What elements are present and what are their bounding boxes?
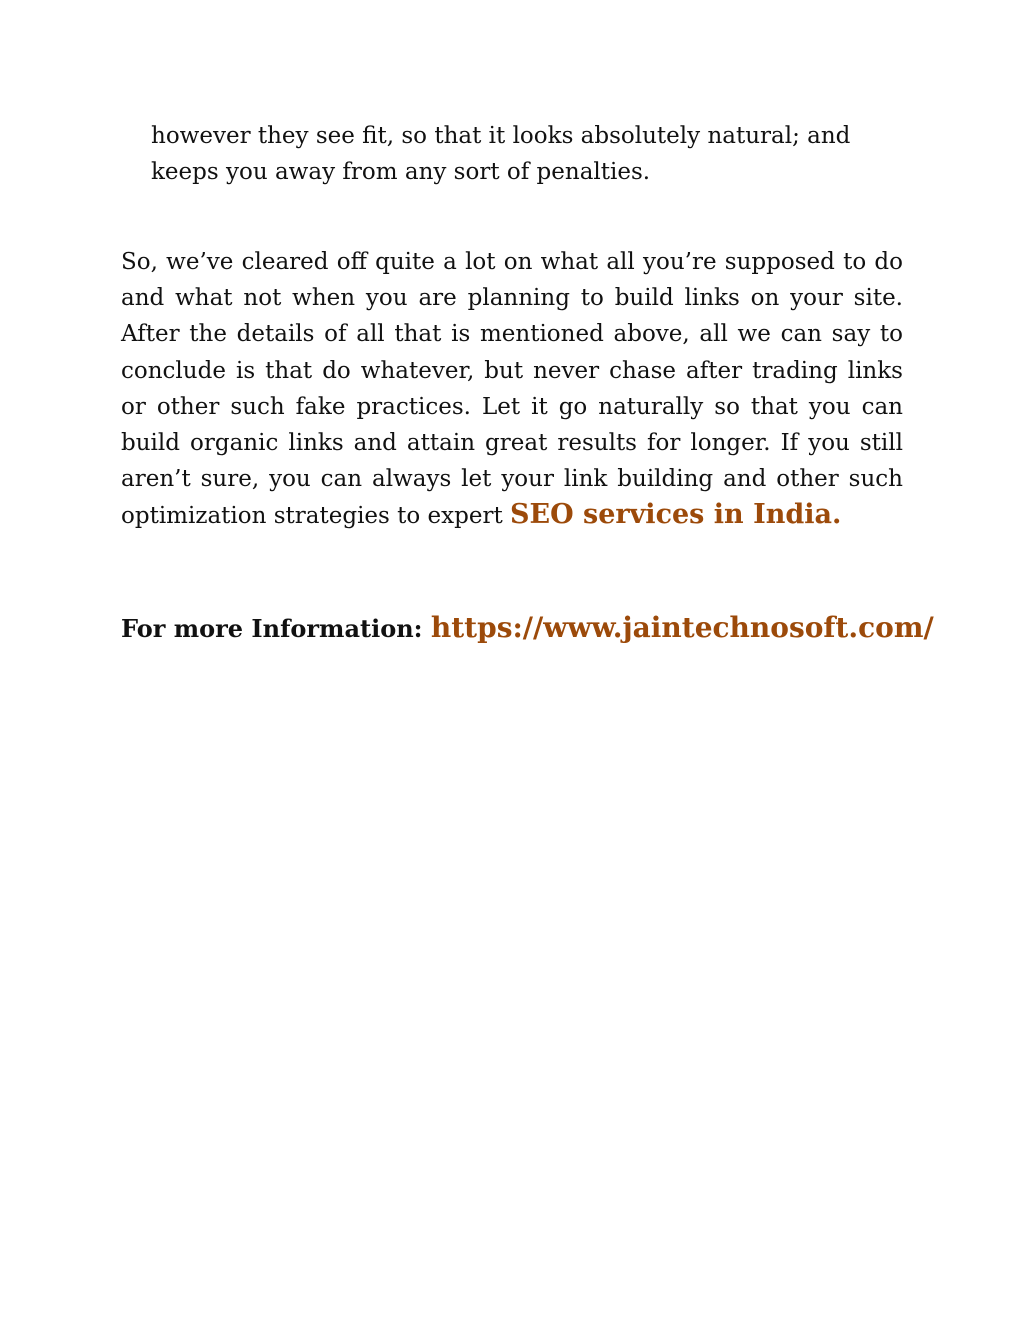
more-information-label: For more Information: xyxy=(121,614,431,643)
more-information-line xyxy=(121,608,934,649)
conclusion-paragraph-text: So, we’ve cleared off quite a lot on what all you’re supposed to do and what not when you are planning to build links on your site. After the details of all that is mentioned above, all we can say to conclude is that do whatever, but never chase after trading links or other such fake practices. Let it go naturally so that you can build organic links and attain great results for longer. If you still aren’t sure, you can always let your link building and other such optimization strategies to expert xyxy=(121,249,903,530)
bullet-continuation-text: however they see fit, so that it looks absolutely natural; and keeps you away from any sort of penalties. xyxy=(151,123,851,185)
seo-services-link[interactable]: SEO services in India. xyxy=(510,499,842,531)
conclusion-paragraph xyxy=(121,244,903,535)
website-link[interactable]: https://www.jaintechnosoft.com/ xyxy=(430,611,934,644)
